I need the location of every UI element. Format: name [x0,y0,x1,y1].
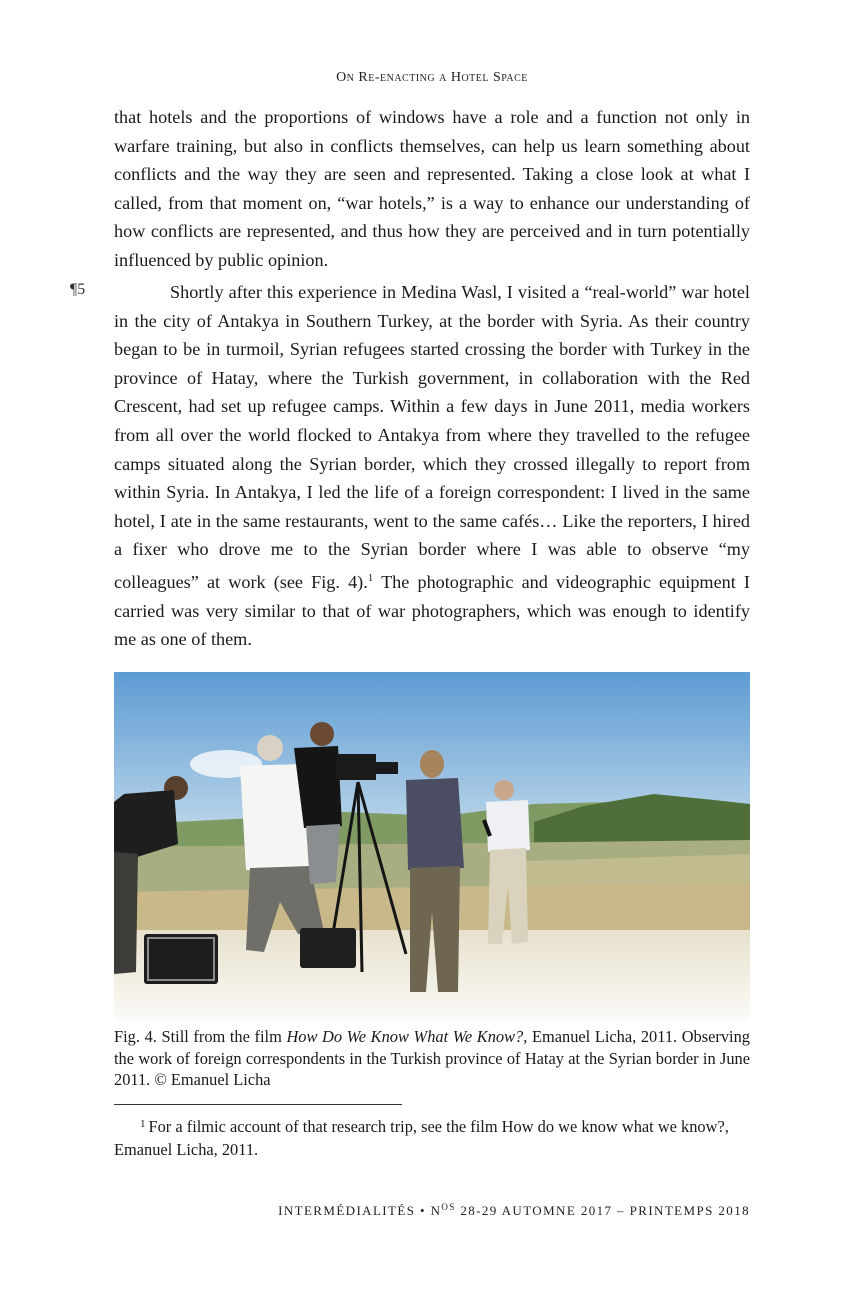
body-paragraph-continued: that hotels and the proportions of windows have a role and a function not only in warfare training, but also in conflicts themselves, can help us learn something about conflicts and the way they are seen and represented. Taking a close look at what I called, from that moment on, “war hotels,” is a way to enhance our understanding of how conflicts are represented, and thus how they are perceived and in turn potentially influenced by public opinion. [114,107,750,270]
footnote [114,1113,750,1161]
equipment-case [144,934,218,984]
figure-photo [114,672,750,1020]
footnote-text: For a filmic account of that research trip, see the film How do we know what we know?, Emanuel Licha, 2011. [114,1117,729,1159]
body-paragraph-5 [114,278,750,654]
paragraph-number: ¶5 [70,281,86,298]
running-foot [278,1202,750,1219]
caption-film-title: How Do We Know What We Know? [286,1027,524,1046]
equipment-case-2 [300,928,356,968]
journal-name: INTERMÉDIALITÉS • N [278,1203,442,1218]
issue-info: 28-29 AUTOMNE 2017 – PRINTEMPS 2018 [455,1203,750,1218]
figure-caption [114,1026,750,1091]
issue-superscript: OS [441,1202,456,1212]
footnote-reference[interactable]: 1 [367,571,374,584]
film-still-illustration [114,672,750,1020]
footnote-divider [114,1104,402,1105]
running-head: On Re-enacting a Hotel Space [336,70,528,85]
caption-prefix: Fig. 4. Still from the film [114,1027,287,1046]
paragraph-text: Shortly after this experience in Medina Wasl, I visited a “real-world” war hotel in the city of Antakya in Southern Turkey, at the border with Syria. As their country began to be in turmoil, Syrian refugees started crossing the border with Turkey in the province of Hatay, where the Turkish government, in collaboration with the Red Crescent, had set up refugee camps. Within a few days in June 2011, media workers from all over the world flocked to Antakya from where they travelled to the refugee camps situated along the Syrian border, which they crossed illegally to report from within Syria. In Antakya, I led the life of a foreign correspondent: I lived in the same hotel, I ate in the same restaurants, went to the same cafés… Like the reporters, I hired a fixer who drove me to the Syrian border where I was able to observe “my colleagues” at work (see Fig. 4). [114,282,750,592]
footnote-number: 1 [140,1118,146,1130]
paragraph-text-continued: The photographic and videographic equipment I carried was very similar to that of war photographers, which was enough to identify me as one of them. [114,571,750,650]
caption-suffix: , Emanuel Licha, 2011. Observing the work of foreign correspondents in the Turkish province of Hatay at the Syrian border in June 2011. © Emanuel Licha [114,1027,750,1089]
